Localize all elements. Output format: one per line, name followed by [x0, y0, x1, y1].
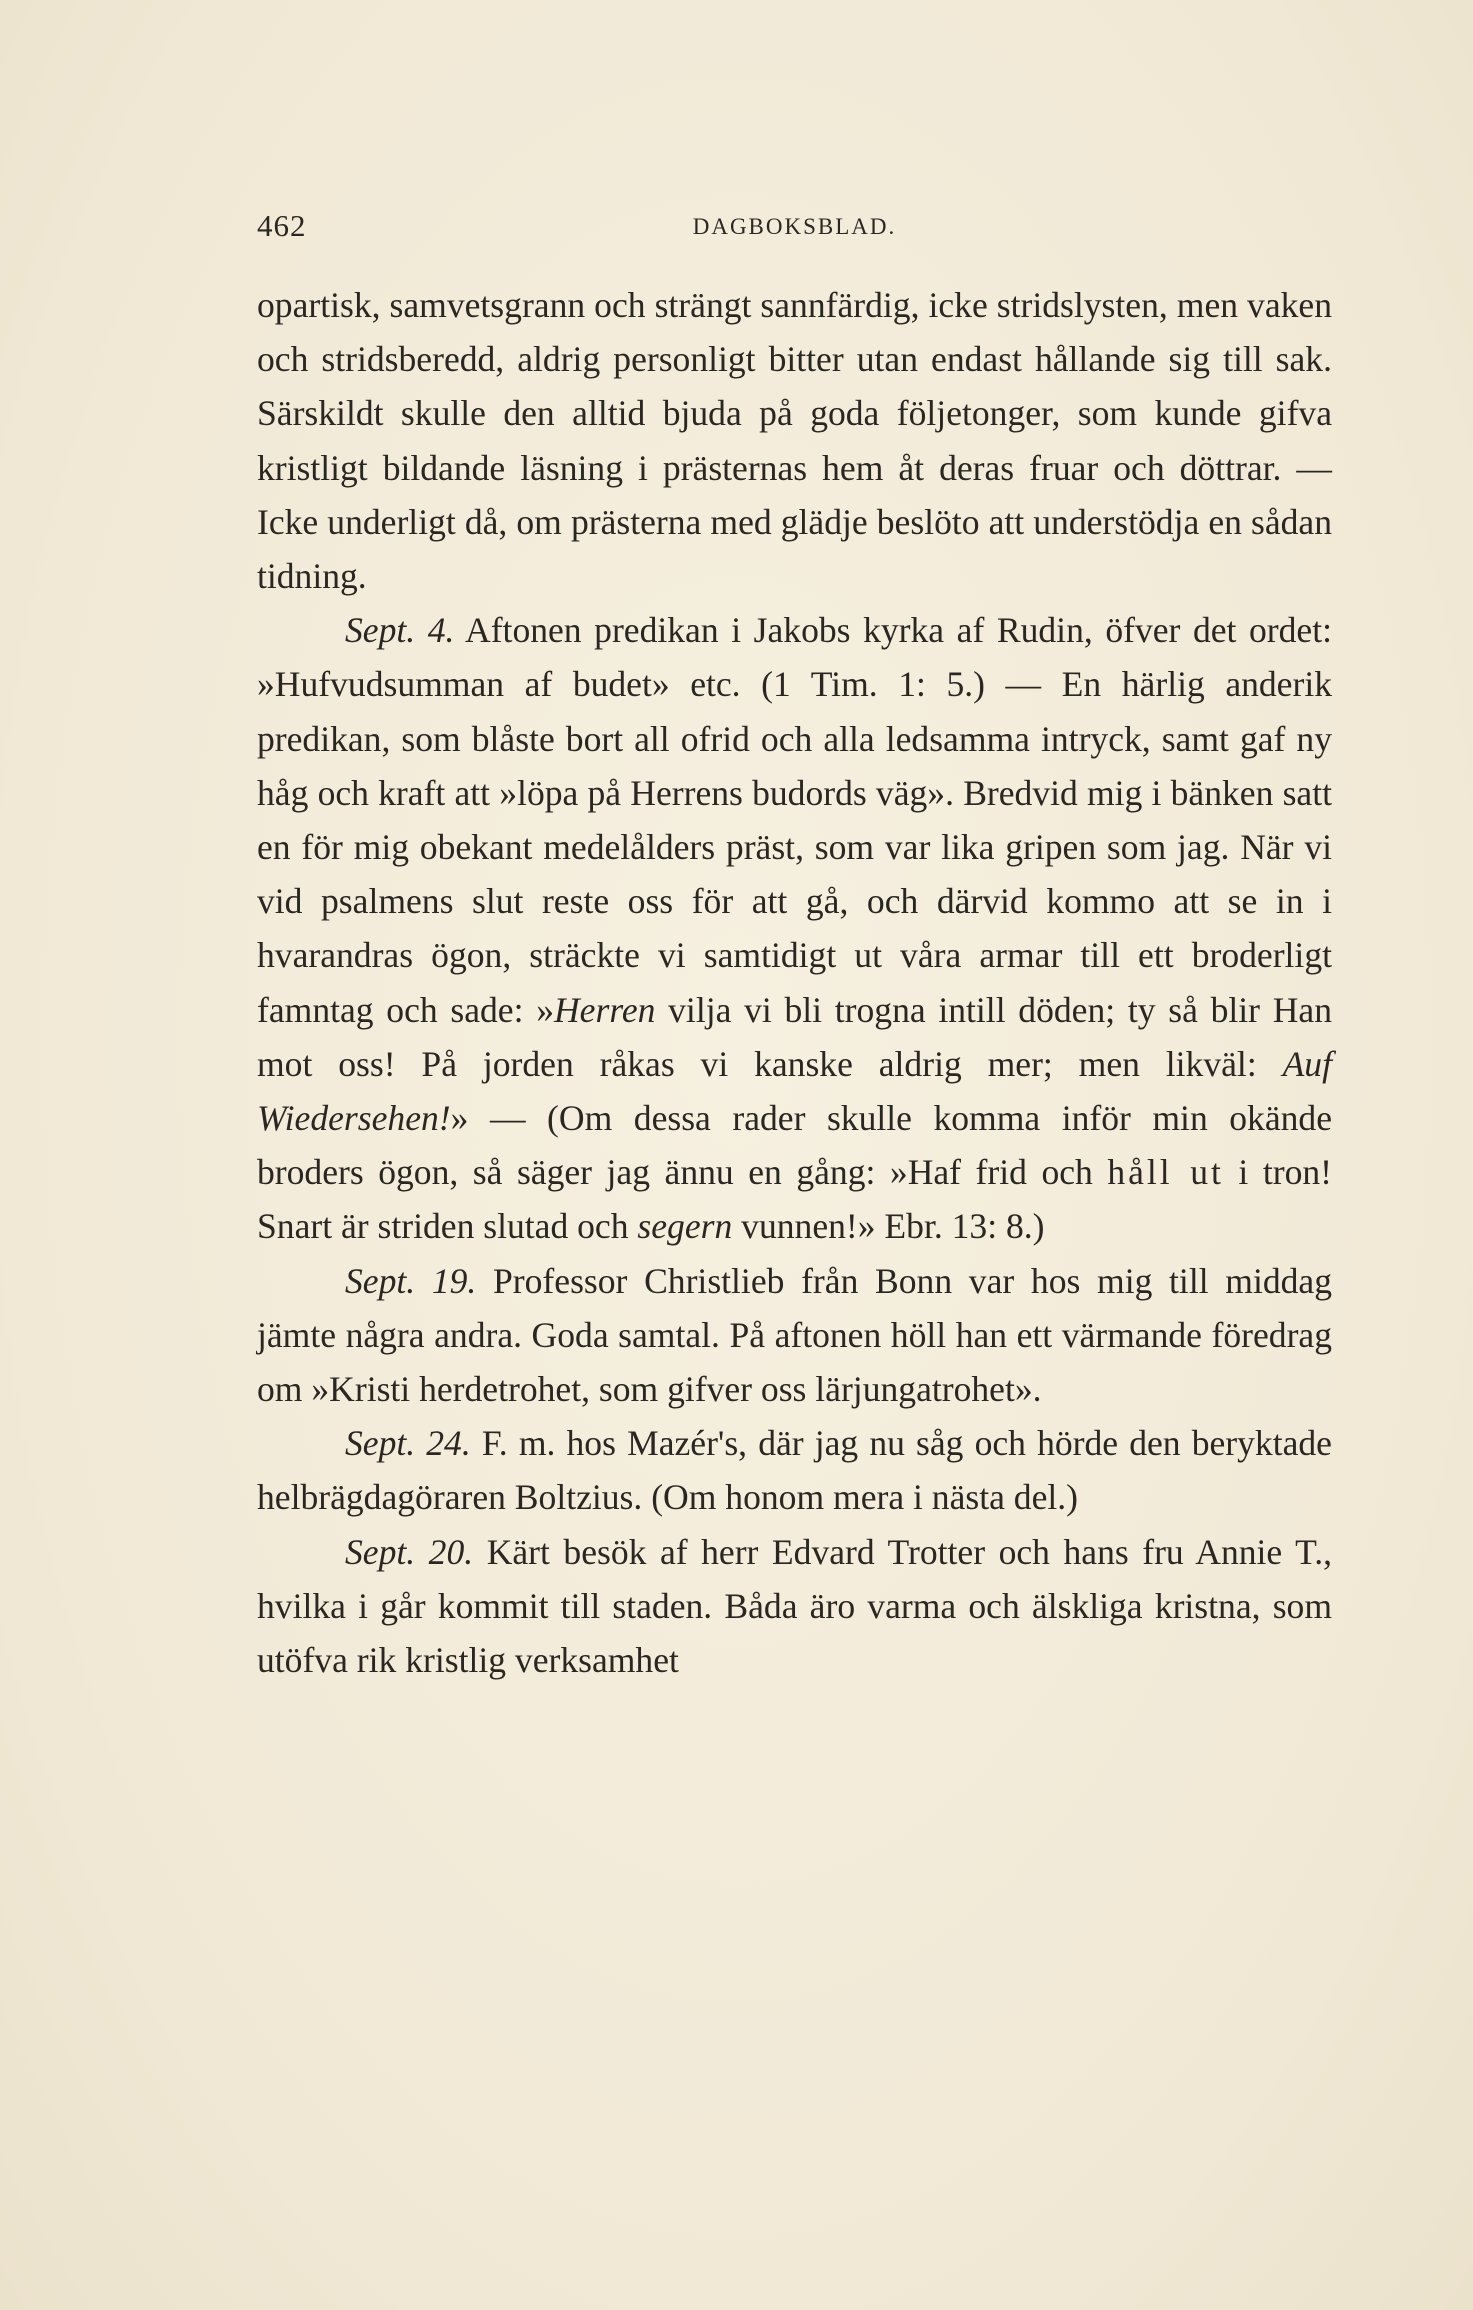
spaced-text: håll ut [1107, 1152, 1224, 1193]
entry-sept-4 [257, 603, 1332, 1253]
page-header [257, 208, 1332, 248]
entry-text: i tron! Snart är striden slutad och [257, 1152, 1332, 1247]
entry-date: Sept. 19. [345, 1260, 477, 1301]
running-head: DAGBOKSBLAD. [692, 214, 897, 239]
italic-text: Herren [553, 989, 656, 1030]
body-text [257, 278, 1332, 1687]
entry-text: vunnen!» Ebr. 13: 8.) [732, 1206, 1045, 1247]
entry-sept-19 [257, 1254, 1332, 1417]
entry-date: Sept. 20. [345, 1531, 474, 1572]
italic-text: segern [637, 1206, 733, 1247]
italic-text: Auf Wiedersehen! [257, 1043, 1332, 1139]
entry-date: Sept. 4. [345, 610, 455, 651]
entry-text: Kärt besök af herr Edvard Trotter och hans fru Annie T., hvilka i går kommit till staden. Båda äro varma och älskliga kristna, som utöfva rik kristlig verksamhet [257, 1531, 1332, 1681]
entry-sept-24 [257, 1416, 1332, 1524]
entry-text: » — (Om dessa rader skulle komma inför min okände broders ögon, så säger jag ännu en gång: »Haf frid och [257, 1098, 1332, 1193]
entry-sept-20 [257, 1525, 1332, 1688]
entry-date: Sept. 24. [345, 1423, 471, 1464]
entry-text: Aftonen predikan i Jakobs kyrka af Rudin, öfver det ordet: »Hufvudsumman af budet» etc. (1 Tim. 1: 5.) — En härlig anderik predikan, som blåste bort all ofrid och alla ledsamma intryck, samt gaf ny håg och kraft att »löpa på Herrens budords väg». Bredvid mig i bänken satt en för mig obekant medelålders präst, som var lika gripen som jag. När vi vid psalmens slut reste oss för att gå, och därvid kommo att se in i hvarandras ögon, sträckte vi samtidigt ut våra armar till ett broderligt famntag och sade: » [257, 610, 1332, 1030]
entry-text: F. m. hos Mazér's, där jag nu såg och hörde den beryktade helbrägdagöraren Boltzius. (Om honom mera i nästa del.) [257, 1423, 1332, 1518]
entry-text: Professor Christlieb från Bonn var hos mig till middag jämte några andra. Goda samtal. På aftonen höll han ett värmande föredrag om »Kristi herdetrohet, som gifver oss lärjungatrohet». [257, 1260, 1332, 1410]
entry-text: vilja vi bli trogna intill döden; ty så blir Han mot oss! På jorden råkas vi kanske aldrig mer; men likväl: [257, 989, 1332, 1084]
page-number: 462 [257, 208, 307, 243]
paragraph-continuation: opartisk, samvetsgrann och strängt sannfärdig, icke stridslysten, men vaken och stridsberedd, aldrig personligt bitter utan endast hållande sig till sak. Särskildt skulle den alltid bjuda på goda följetonger, som kunde gifva kristligt bildande läsning i prästernas hem åt deras fruar och döttrar. — Icke underligt då, om prästerna med glädje beslöto att understödja en sådan tidning. [257, 285, 1332, 597]
